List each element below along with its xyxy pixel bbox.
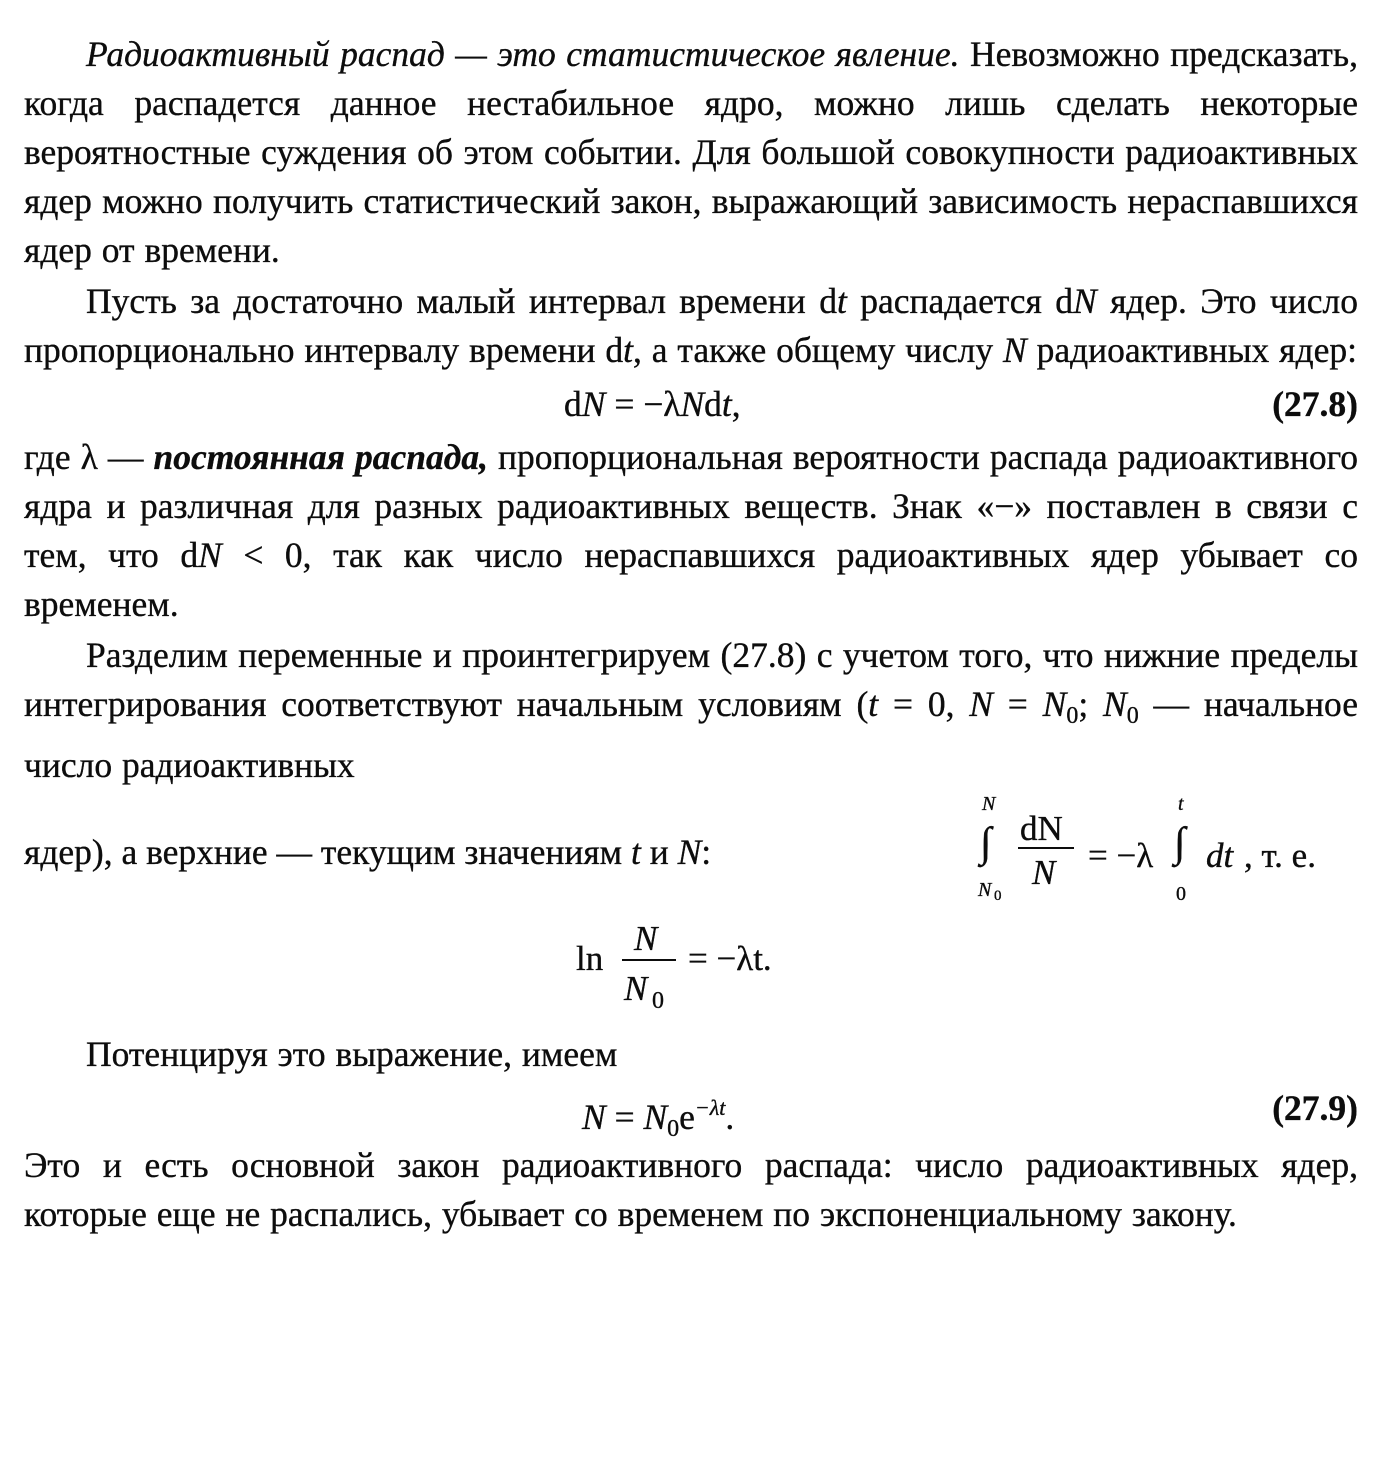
integral-tail-text: , т. е. <box>1244 836 1316 875</box>
paragraph-decay-statistical <box>24 30 1358 275</box>
var-N: N <box>677 832 702 872</box>
equation-expression <box>582 1079 734 1158</box>
text-run: Пусть за достаточно малый интервал времени d <box>86 281 837 321</box>
eq-part: = −λ <box>605 384 681 424</box>
integral-sign-icon: ∫ <box>1174 820 1186 866</box>
integral-lower-limit: N <box>978 879 992 901</box>
ln-denominator-subscript: 0 <box>652 988 664 1014</box>
eq-part: N <box>643 1097 668 1137</box>
equation-number: (27.8) <box>1272 384 1358 424</box>
var-t: t <box>836 281 847 321</box>
eq-part: e <box>679 1097 695 1137</box>
paragraph-decay-interval <box>24 277 1358 375</box>
eq-part: d <box>564 384 582 424</box>
text-run: Разделим переменные и проинтегрируем (27.8) с учетом того, что нижние пределы интегрирования соответствуют начальным условиям ( <box>24 635 1358 724</box>
ln-equation-svg <box>564 910 864 1030</box>
var-N: N <box>969 684 993 724</box>
text-run: распадается d <box>846 281 1074 321</box>
integral-sign-icon: ∫ <box>980 820 992 866</box>
text-run: < 0, так как число нераспавшихся радиоактивных ядер убывает со временем. <box>24 535 1358 624</box>
subscript: 0 <box>1066 703 1079 729</box>
paragraph-text: Невозможно предсказать, когда распадется данное нестабильное ядро, можно лишь сделать некоторые вероятностные суждения об этом событии. Для большой совокупности радиоактивных ядер можно получить статистический закон, выражающий зависимость нераспавшихся ядер от времени. <box>24 34 1358 270</box>
equation-27-8 <box>24 375 1358 433</box>
subscript: 0 <box>667 1116 680 1142</box>
fraction-numerator: dN <box>1020 809 1063 848</box>
paragraph-integration <box>24 631 1358 790</box>
equation-expression <box>564 375 741 433</box>
eq-part: N <box>680 384 705 424</box>
eq-part: N <box>582 1097 606 1137</box>
textbook-page <box>24 30 1358 1239</box>
integral-upper-limit: N <box>982 793 996 815</box>
var-N: N <box>1073 281 1097 321</box>
integral-line-text <box>24 828 711 877</box>
var-N: N <box>1003 330 1027 370</box>
equals-minus-lambda: = −λ <box>1088 836 1154 875</box>
subscript: 0 <box>1126 703 1139 729</box>
term-decay-constant: постоянная распада, <box>153 437 488 477</box>
text-run: = <box>992 684 1043 724</box>
text-run: : <box>701 832 712 872</box>
ln-equation <box>24 910 1358 1030</box>
text-run: ; <box>1078 684 1104 724</box>
text-run: пропорциональная вероятности распада радиоактивного ядра и различная для разных радиоактивных веществ. Знак «−» поставлен в связи с тем, что d <box>24 437 1359 575</box>
var-t: t <box>623 330 634 370</box>
fraction-denominator: N <box>1032 853 1056 892</box>
eq-part: , <box>731 384 741 424</box>
text-run: и <box>640 832 678 872</box>
integral-lower-subscript: 0 <box>994 888 1002 904</box>
eq-part: d <box>704 384 722 424</box>
ln-rhs: = −λt. <box>688 939 772 978</box>
integral-line <box>24 790 1358 910</box>
integral-equation <box>974 790 1358 910</box>
text-run: ядер. Это число пропорционально интервалу времени d <box>24 281 1358 370</box>
var-t: t <box>868 684 879 724</box>
text-run: = 0, <box>878 684 970 724</box>
eq-part: N <box>581 384 606 424</box>
eq-part: = <box>605 1097 644 1137</box>
var-N: N <box>198 535 222 575</box>
italic-lead-sentence: Радиоактивный распад — это статистическое явление. <box>86 34 960 74</box>
text-run: ядер), а верхние — текущим значениям <box>24 832 631 872</box>
var-N0: N <box>1103 684 1127 724</box>
text-run: — начальное число радиоактивных <box>24 684 1358 785</box>
paragraph-potentiate: Потенцируя это выражение, имеем <box>86 1034 618 1074</box>
eq-part: t <box>721 384 732 424</box>
differential-dt: dt <box>1206 836 1234 875</box>
ln-fraction-numerator: N <box>634 919 658 958</box>
paragraph-decay-law: Это и есть основной закон радиоактивного распада: число радиоактивных ядер, которые еще не распались, убывает со временем по экспоненциальному закону. <box>24 1145 1358 1234</box>
integral-upper-limit: t <box>1178 793 1184 815</box>
text-run: , а также общему числу <box>633 330 1004 370</box>
equation-number: (27.9) <box>1272 1088 1358 1128</box>
integral-lower-limit: 0 <box>1176 883 1186 905</box>
equation-27-9 <box>24 1079 1358 1142</box>
text-run: радиоактивных ядер: <box>1026 330 1357 370</box>
var-N0: N <box>1042 684 1067 724</box>
ln-symbol: ln <box>576 939 604 978</box>
paragraph-decay-constant <box>24 433 1358 629</box>
ln-fraction-denominator: N <box>624 969 648 1008</box>
var-t: t <box>630 832 641 872</box>
superscript-exponent: −λt <box>694 1095 726 1120</box>
text-run: где λ — <box>24 437 154 477</box>
eq-part: . <box>725 1097 735 1137</box>
